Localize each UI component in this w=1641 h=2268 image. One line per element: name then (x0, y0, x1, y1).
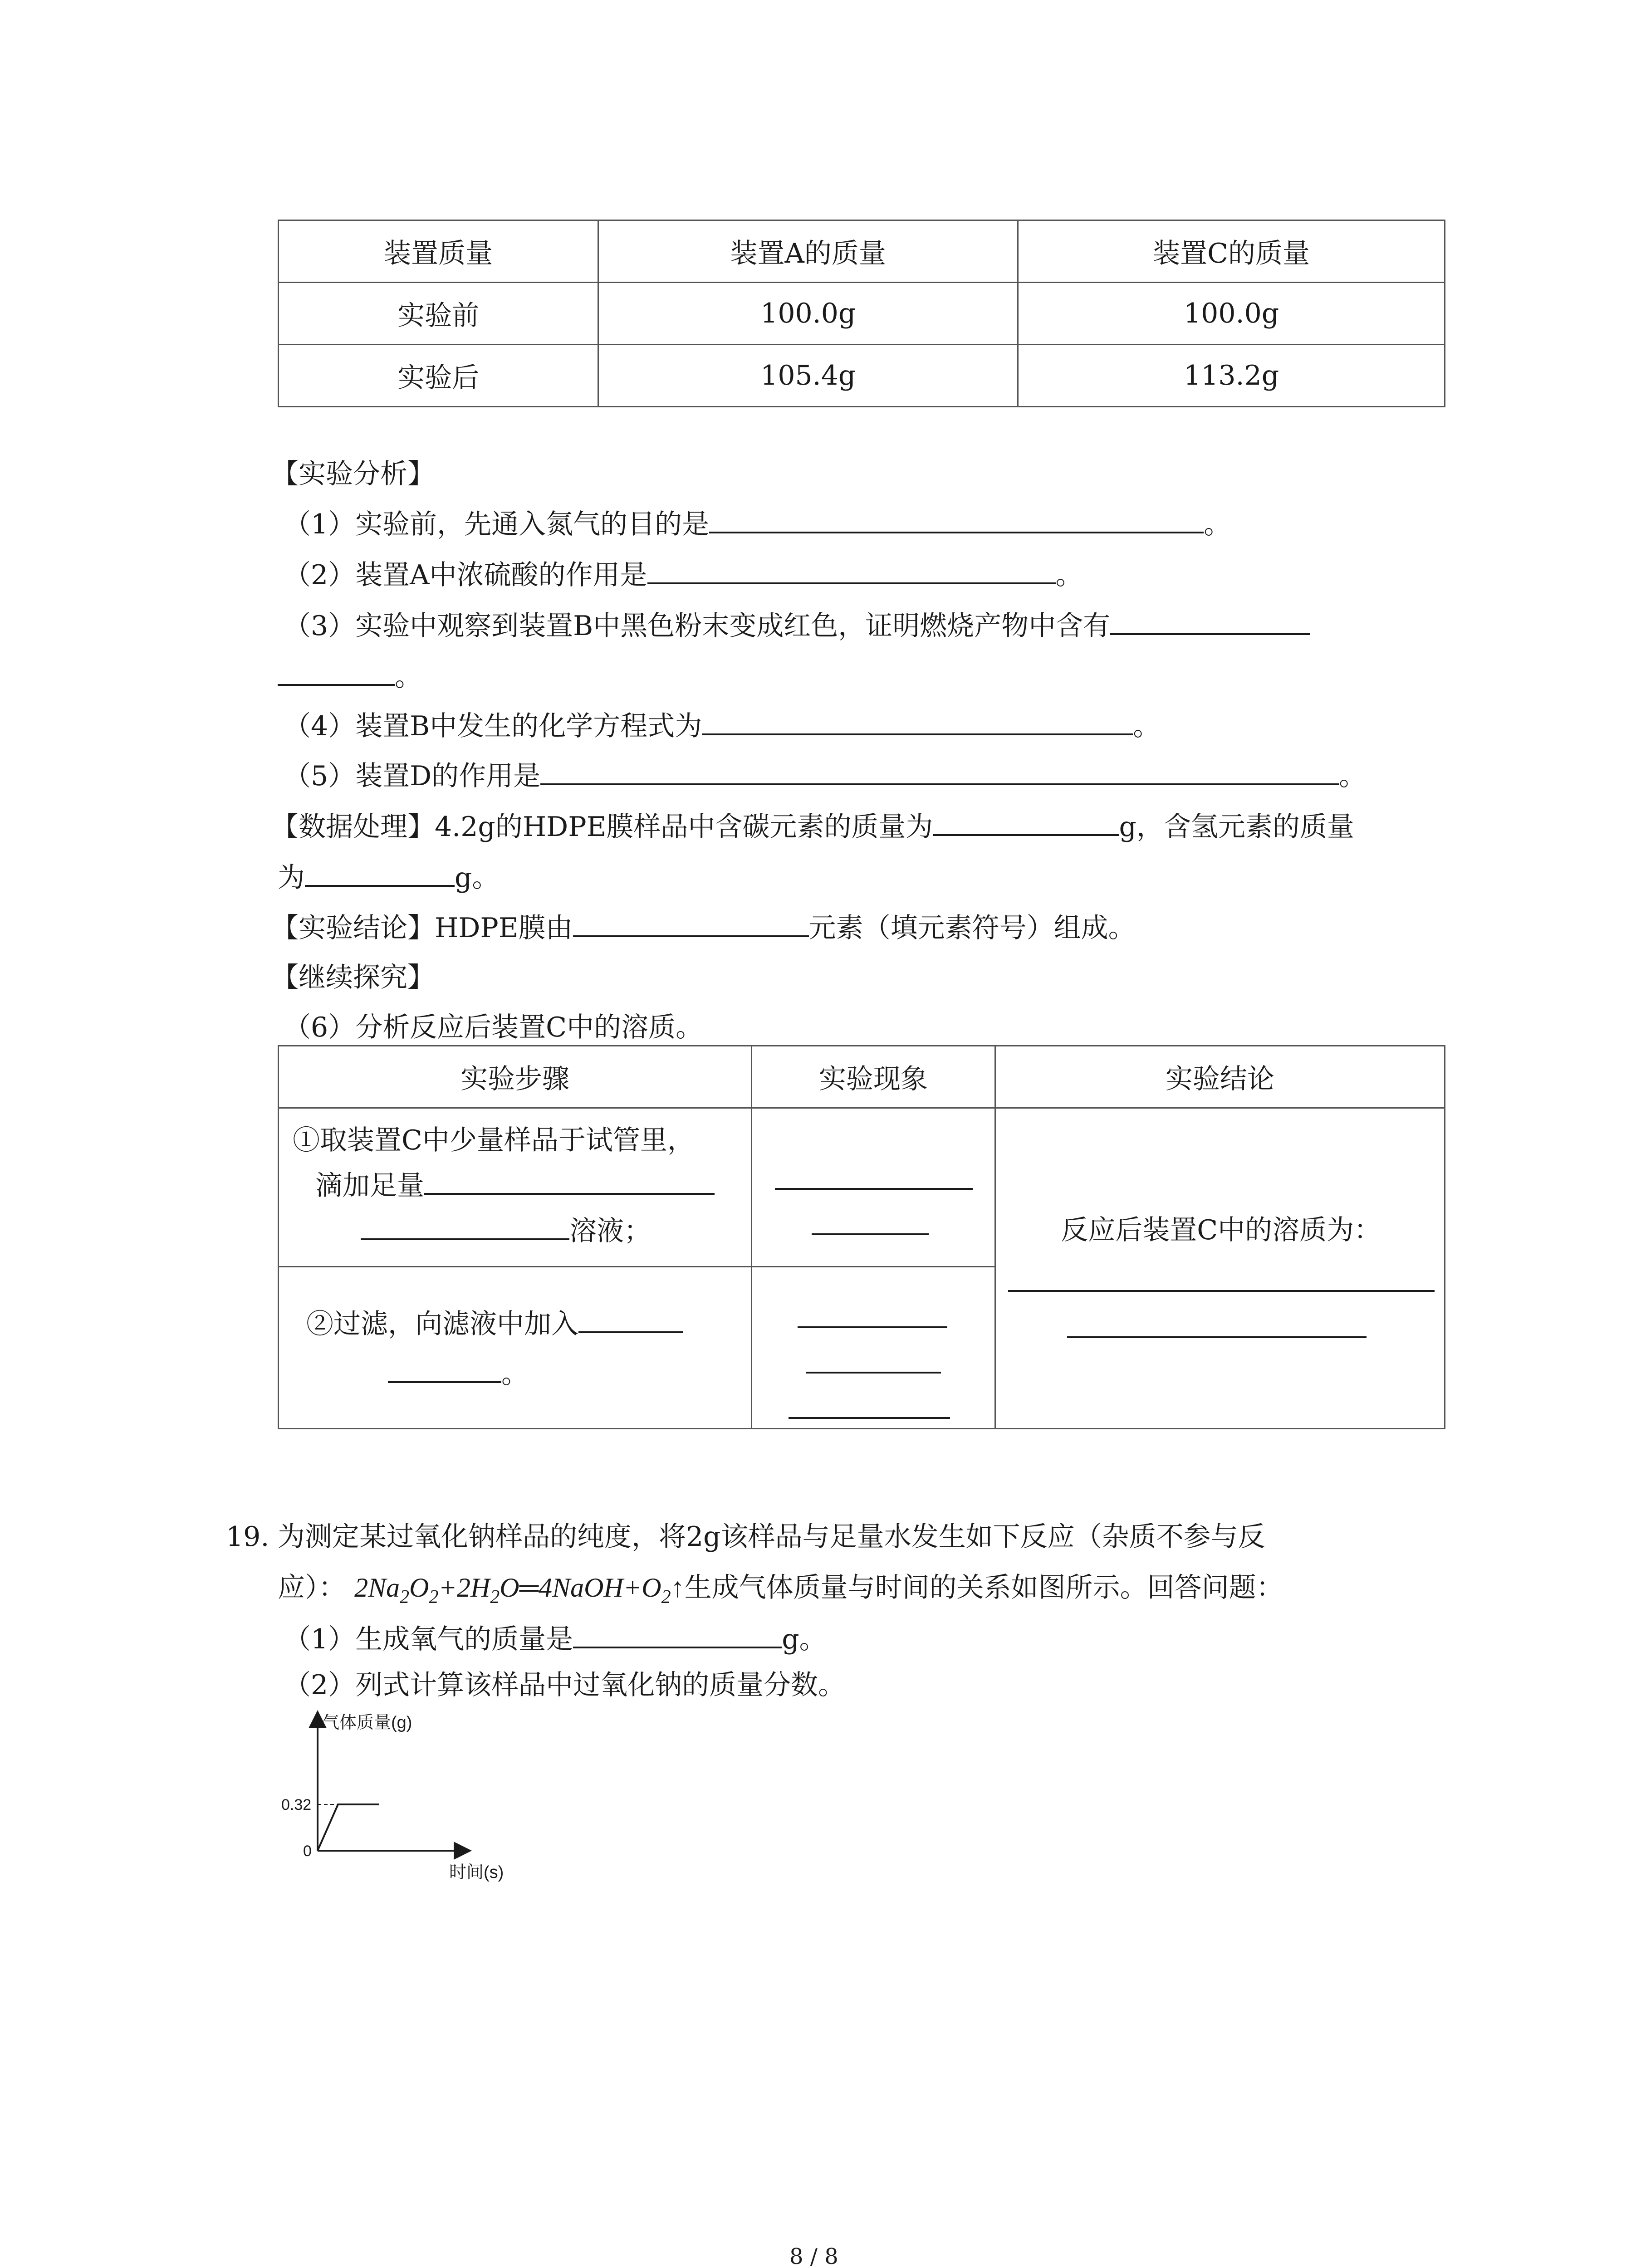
question-1-text: （1）实验前，先通入氮气的目的是 (284, 508, 710, 540)
step-2-label: ②过滤，向滤液中加入 (306, 1308, 578, 1340)
question-19-text: 生成气体质量与时间的关系如图所示。回答问题： (684, 1572, 1283, 1603)
gas-mass-chart (254, 1710, 572, 1882)
conclusion-heading: 【实验结论】 (271, 912, 435, 944)
answer-blank[interactable] (540, 755, 1339, 785)
question-5 (284, 755, 1366, 797)
question-19-sub-1-text: （1）生成氧气的质量是 (284, 1623, 573, 1655)
question-4 (284, 705, 1160, 747)
conclusion-cell-text: 反应后装置C中的溶质为： (1061, 1214, 1381, 1246)
answer-blank[interactable] (775, 1188, 973, 1190)
step-2-text (306, 1299, 683, 1399)
punctuation: 。 (1133, 710, 1161, 742)
analysis-heading: 【实验分析】 (271, 458, 435, 490)
answer-blank[interactable] (806, 1372, 941, 1374)
x-axis-label: 时间(s) (449, 1863, 504, 1882)
answer-blank[interactable] (647, 554, 1056, 584)
step-1-cell (279, 1108, 752, 1267)
question-3-cont (278, 656, 422, 697)
step-1-suffix: 溶液； (569, 1215, 651, 1247)
mass-table-header-cell: 装置质量 (279, 220, 598, 283)
origin-label: 0 (303, 1843, 312, 1860)
question-19-sub-2: （2）列式计算该样品中过氧化钠的质量分数。 (284, 1669, 846, 1701)
answer-blank[interactable] (573, 907, 809, 937)
step-2-phenomenon-cell (752, 1267, 995, 1429)
conclusion-text: HDPE膜由 (435, 912, 573, 944)
question-19-line-1: 为测定某过氧化钠样品的纯度，将2g该样品与足量水发生如下反应（杂质不参与反 (278, 1521, 1265, 1553)
conclusion (271, 907, 1136, 948)
experiment-table (278, 1045, 1445, 1429)
punctuation: 。 (501, 1358, 529, 1390)
mass-table-header-cell: 装置A的质量 (598, 220, 1018, 283)
punctuation: 。 (1055, 559, 1083, 591)
step-2-cell (279, 1267, 752, 1429)
answer-blank[interactable] (709, 503, 1204, 533)
mass-table (278, 220, 1445, 407)
answer-blank[interactable] (388, 1353, 501, 1383)
answer-blank[interactable] (305, 857, 455, 887)
step-1-phenomenon-cell (752, 1108, 995, 1267)
data-processing-heading: 【数据处理】 (271, 811, 435, 843)
chemical-equation: $2Na_2O_2+2H_2O═4NaOH+O_2↑$ (354, 1573, 685, 1608)
question-3 (284, 605, 1310, 646)
question-19-line-2 (278, 1567, 1283, 1618)
question-5-text: （5）装置D的作用是 (284, 760, 541, 792)
answer-blank[interactable] (702, 705, 1133, 735)
y-axis-label: 气体质量(g) (322, 1713, 412, 1732)
answer-blank[interactable] (933, 806, 1119, 836)
answer-blank[interactable] (578, 1303, 683, 1333)
answer-blank[interactable] (573, 1618, 782, 1648)
answer-blank[interactable] (789, 1417, 950, 1419)
step-1-label: 滴加足量 (315, 1170, 424, 1202)
question-1 (284, 503, 1231, 545)
mass-table-header-cell: 装置C的质量 (1018, 220, 1445, 283)
data-processing-text: g，含氢元素的质量 (1119, 811, 1354, 843)
conclusion-text: 元素（填元素符号）组成。 (808, 912, 1136, 944)
question-2-text: （2）装置A中浓硫酸的作用是 (284, 559, 647, 591)
data-processing (271, 806, 1354, 847)
step-2-line-1 (306, 1299, 683, 1349)
answer-blank[interactable] (1067, 1336, 1367, 1338)
mass-table-cell: 实验后 (279, 345, 598, 407)
question-6: （6）分析反应后装置C中的溶质。 (284, 1012, 703, 1043)
answer-blank[interactable] (1008, 1290, 1435, 1292)
mass-table-cell: 实验前 (279, 283, 598, 345)
question-3-text: （3）实验中观察到装置B中黑色粉末变成红色，证明燃烧产物中含有 (284, 610, 1111, 642)
question-2 (284, 554, 1083, 596)
page-number: 8 / 8 (789, 2244, 838, 2268)
mass-table-cell: 105.4g (598, 345, 1018, 407)
question-19-sub-1 (284, 1618, 827, 1660)
question-19-number: 19. (226, 1521, 269, 1553)
answer-blank[interactable] (361, 1210, 569, 1240)
experiment-table-header-cell: 实验步骤 (279, 1046, 752, 1108)
mass-table-cell: 100.0g (598, 283, 1018, 345)
punctuation: 。 (1204, 508, 1231, 540)
conclusion-cell (995, 1108, 1445, 1429)
data-processing-cont (278, 857, 499, 898)
further-heading: 【继续探究】 (271, 962, 435, 993)
step-2-line-2 (306, 1349, 683, 1399)
step-1-text (293, 1118, 715, 1254)
mass-table-cell: 100.0g (1018, 283, 1445, 345)
experiment-table-header-cell: 实验结论 (995, 1046, 1445, 1108)
question-19-unit: g。 (782, 1623, 827, 1655)
punctuation: 。 (1339, 760, 1367, 792)
answer-blank[interactable] (798, 1326, 947, 1328)
step-1-line-3 (293, 1208, 715, 1254)
question-19-text: 应）： (278, 1572, 346, 1603)
answer-blank[interactable] (278, 656, 395, 686)
data-processing-text: 4.2g的HDPE膜样品中含碳元素的质量为 (435, 811, 933, 843)
data-processing-text: g。 (455, 862, 500, 894)
question-4-text: （4）装置B中发生的化学方程式为 (284, 710, 702, 742)
step-1-line-2 (293, 1163, 715, 1208)
step-1-line-1: ①取装置C中少量样品于试管里， (293, 1124, 695, 1156)
experiment-table-header-cell: 实验现象 (752, 1046, 995, 1108)
punctuation: 。 (395, 661, 422, 693)
answer-blank[interactable] (1110, 605, 1310, 635)
answer-blank[interactable] (812, 1233, 929, 1235)
series-line (318, 1804, 379, 1851)
y-tick-label: 0.32 (281, 1796, 312, 1813)
mass-table-cell: 113.2g (1018, 345, 1445, 407)
data-processing-text: 为 (278, 862, 305, 894)
answer-blank[interactable] (424, 1165, 715, 1195)
